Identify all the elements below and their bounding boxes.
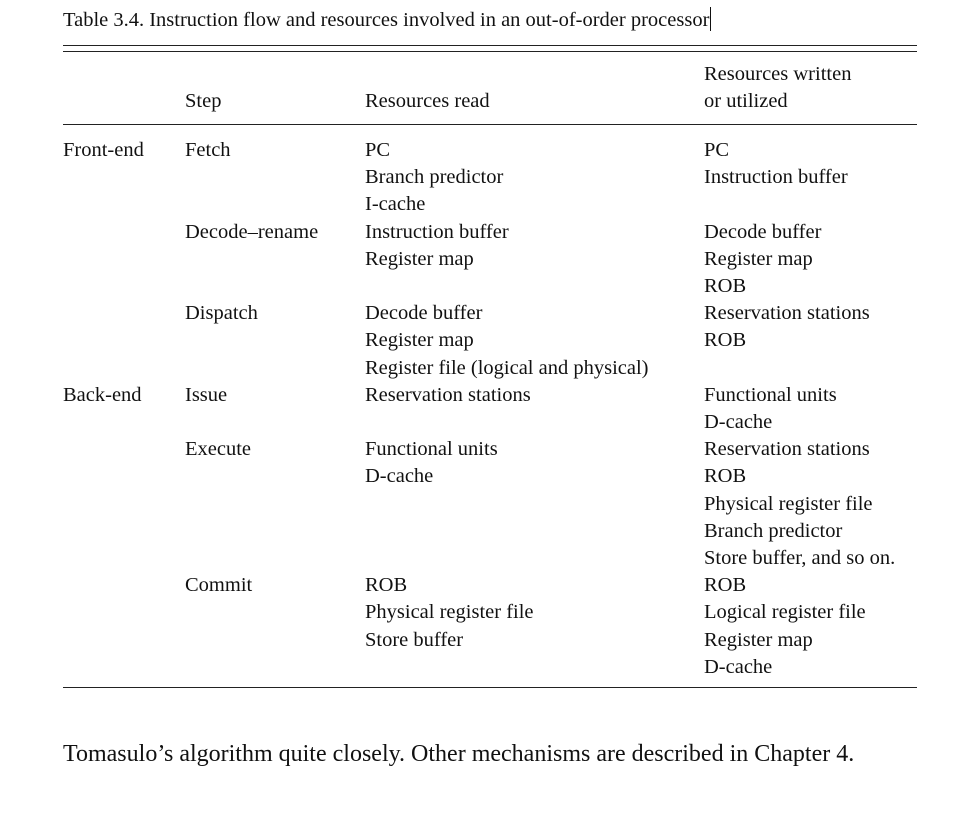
step-label: Commit — [185, 574, 253, 597]
header-resources-written-line1: Resources written — [704, 63, 852, 85]
resource-written-item: Reservation stations — [704, 438, 870, 461]
resource-written-item: Reservation stations — [704, 302, 870, 325]
resource-read-item: Decode buffer — [365, 302, 483, 325]
resource-read-item: Reservation stations — [365, 383, 531, 406]
resource-read-item: Instruction buffer — [365, 220, 509, 243]
resource-written-item: Register map — [704, 628, 813, 651]
header-resources-written-line2: or utilized — [704, 90, 788, 112]
resource-written-item: D-cache — [704, 655, 773, 678]
resource-written-item: D-cache — [704, 411, 773, 433]
resource-written-item: Register map — [704, 247, 813, 270]
resource-written-item: ROB — [704, 329, 747, 352]
step-label: Dispatch — [185, 302, 258, 325]
resource-read-item: I-cache — [365, 193, 426, 216]
resource-written-item: ROB — [704, 465, 747, 488]
resource-written-item: ROB — [704, 275, 747, 297]
resource-read-item: Register map — [365, 247, 474, 270]
resource-written-item: Store buffer, and so on. — [704, 547, 896, 569]
resource-read-item: Branch predictor — [365, 166, 504, 189]
resource-written-item: Logical register file — [704, 601, 866, 624]
resource-written-item: Branch predictor — [704, 519, 843, 542]
bottom-rule — [63, 687, 917, 688]
resource-read-item: ROB — [365, 574, 408, 597]
stage-label: Front-end — [63, 139, 144, 161]
resource-written-item: Physical register file — [704, 492, 873, 515]
header-rule — [63, 124, 917, 125]
resource-written-item: ROB — [704, 574, 747, 597]
step-label: Decode–rename — [185, 220, 319, 243]
step-label: Fetch — [185, 139, 231, 161]
header-step: Step — [185, 90, 222, 112]
resource-read-item: Functional units — [365, 438, 498, 461]
stage-label: Back-end — [63, 383, 142, 406]
resource-written-item: Functional units — [704, 383, 837, 406]
table-caption — [63, 6, 711, 34]
text-cursor — [710, 7, 711, 31]
resource-written-item: PC — [704, 139, 730, 161]
top-rule-1 — [63, 45, 917, 46]
resource-read-item: Register file (logical and physical) — [365, 356, 649, 379]
body-paragraph: Tomasulo’s algorithm quite closely. Other mechanisms are described in Chapter 4. — [63, 741, 855, 767]
resource-read-item: PC — [365, 139, 391, 161]
step-label: Issue — [185, 383, 228, 406]
resource-read-item: Store buffer — [365, 628, 464, 651]
step-label: Execute — [185, 438, 252, 461]
header-resources-read: Resources read — [365, 90, 490, 112]
top-rule-2 — [63, 51, 917, 52]
resource-written-item: Decode buffer — [704, 220, 822, 243]
resource-read-item: Register map — [365, 329, 474, 352]
resource-read-item: D-cache — [365, 465, 434, 488]
resource-written-item: Instruction buffer — [704, 166, 848, 189]
resource-read-item: Physical register file — [365, 601, 534, 624]
table-caption-text: Table 3.4. Instruction flow and resources involved in an out-of-order processor — [63, 9, 710, 31]
